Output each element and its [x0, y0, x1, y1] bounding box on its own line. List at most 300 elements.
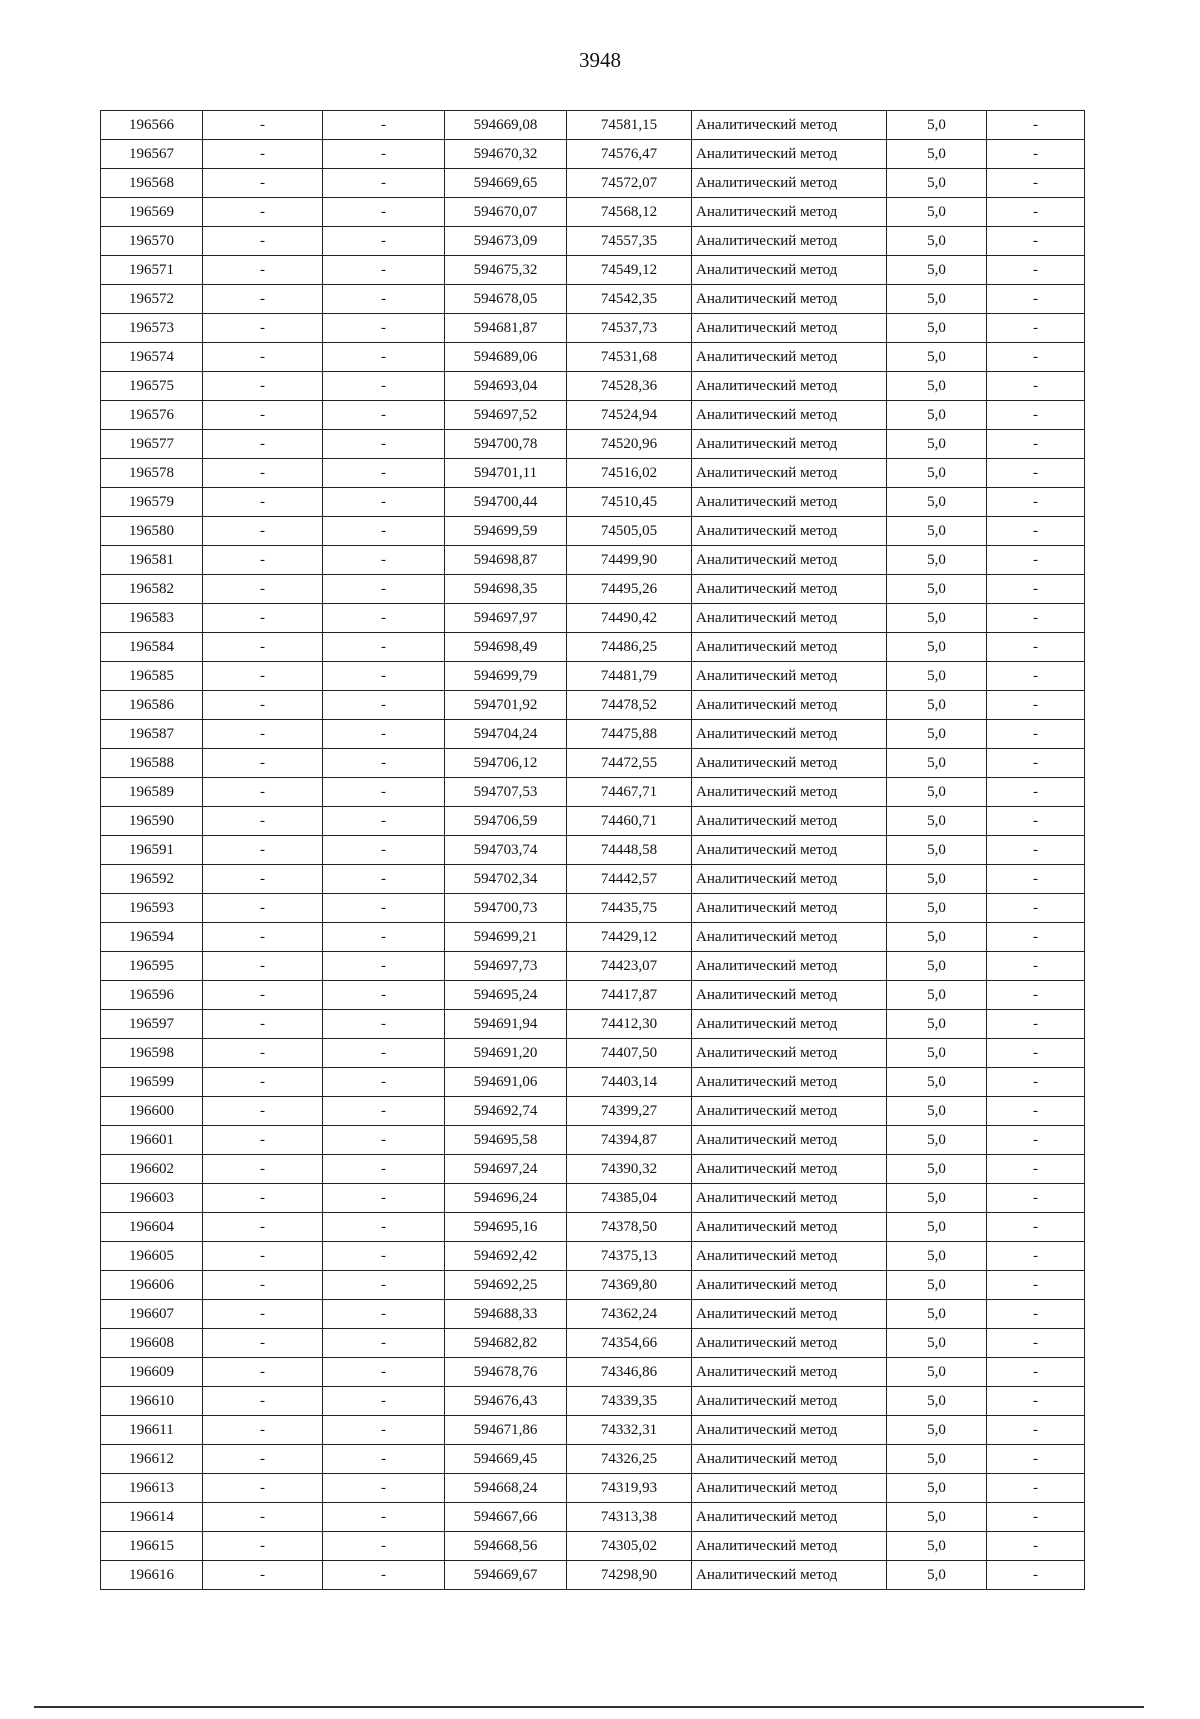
old-y-cell: - — [323, 401, 445, 430]
point-number-cell: 196615 — [101, 1532, 203, 1561]
table-row — [101, 1184, 1085, 1213]
old-x-cell: - — [203, 1561, 323, 1590]
description-cell: - — [987, 169, 1085, 198]
y-coordinate-cell: 74557,35 — [567, 227, 692, 256]
table-row — [101, 1242, 1085, 1271]
y-coordinate-cell: 74467,71 — [567, 778, 692, 807]
description-cell: - — [987, 1068, 1085, 1097]
precision-cell: 5,0 — [887, 256, 987, 285]
method-cell: Аналитический метод — [692, 1474, 887, 1503]
point-number-cell: 196608 — [101, 1329, 203, 1358]
description-cell: - — [987, 1010, 1085, 1039]
old-y-cell: - — [323, 111, 445, 140]
table-row — [101, 1068, 1085, 1097]
method-cell: Аналитический метод — [692, 1155, 887, 1184]
point-number-cell: 196602 — [101, 1155, 203, 1184]
precision-cell: 5,0 — [887, 1010, 987, 1039]
precision-cell: 5,0 — [887, 169, 987, 198]
description-cell: - — [987, 1474, 1085, 1503]
precision-cell: 5,0 — [887, 285, 987, 314]
precision-cell: 5,0 — [887, 198, 987, 227]
point-number-cell: 196613 — [101, 1474, 203, 1503]
old-x-cell: - — [203, 952, 323, 981]
description-cell: - — [987, 111, 1085, 140]
precision-cell: 5,0 — [887, 923, 987, 952]
page-number: 3948 — [579, 48, 621, 72]
x-coordinate-cell: 594671,86 — [445, 1416, 567, 1445]
precision-cell: 5,0 — [887, 865, 987, 894]
old-y-cell: - — [323, 430, 445, 459]
point-number-cell: 196601 — [101, 1126, 203, 1155]
old-x-cell: - — [203, 1474, 323, 1503]
method-cell: Аналитический метод — [692, 1358, 887, 1387]
description-cell: - — [987, 372, 1085, 401]
table-row — [101, 1387, 1085, 1416]
x-coordinate-cell: 594698,87 — [445, 546, 567, 575]
old-x-cell: - — [203, 1184, 323, 1213]
precision-cell: 5,0 — [887, 343, 987, 372]
point-number-cell: 196592 — [101, 865, 203, 894]
old-y-cell: - — [323, 1126, 445, 1155]
y-coordinate-cell: 74478,52 — [567, 691, 692, 720]
method-cell: Аналитический метод — [692, 285, 887, 314]
x-coordinate-cell: 594701,92 — [445, 691, 567, 720]
old-x-cell: - — [203, 517, 323, 546]
description-cell: - — [987, 923, 1085, 952]
precision-cell: 5,0 — [887, 1242, 987, 1271]
precision-cell: 5,0 — [887, 401, 987, 430]
y-coordinate-cell: 74313,38 — [567, 1503, 692, 1532]
old-y-cell: - — [323, 662, 445, 691]
table-row — [101, 1416, 1085, 1445]
point-number-cell: 196568 — [101, 169, 203, 198]
table-row — [101, 1532, 1085, 1561]
old-y-cell: - — [323, 169, 445, 198]
description-cell: - — [987, 952, 1085, 981]
point-number-cell: 196603 — [101, 1184, 203, 1213]
old-y-cell: - — [323, 575, 445, 604]
old-y-cell: - — [323, 1097, 445, 1126]
point-number-cell: 196582 — [101, 575, 203, 604]
table-row — [101, 488, 1085, 517]
table-row — [101, 372, 1085, 401]
x-coordinate-cell: 594696,24 — [445, 1184, 567, 1213]
precision-cell: 5,0 — [887, 546, 987, 575]
description-cell: - — [987, 1532, 1085, 1561]
old-y-cell: - — [323, 778, 445, 807]
old-x-cell: - — [203, 749, 323, 778]
old-x-cell: - — [203, 981, 323, 1010]
old-y-cell: - — [323, 1213, 445, 1242]
method-cell: Аналитический метод — [692, 1126, 887, 1155]
precision-cell: 5,0 — [887, 807, 987, 836]
method-cell: Аналитический метод — [692, 1300, 887, 1329]
point-number-cell: 196589 — [101, 778, 203, 807]
description-cell: - — [987, 314, 1085, 343]
old-y-cell: - — [323, 1300, 445, 1329]
x-coordinate-cell: 594668,56 — [445, 1532, 567, 1561]
y-coordinate-cell: 74417,87 — [567, 981, 692, 1010]
x-coordinate-cell: 594698,49 — [445, 633, 567, 662]
precision-cell: 5,0 — [887, 1213, 987, 1242]
old-x-cell: - — [203, 169, 323, 198]
x-coordinate-cell: 594675,32 — [445, 256, 567, 285]
x-coordinate-cell: 594697,52 — [445, 401, 567, 430]
old-x-cell: - — [203, 1532, 323, 1561]
y-coordinate-cell: 74429,12 — [567, 923, 692, 952]
table-row — [101, 1445, 1085, 1474]
method-cell: Аналитический метод — [692, 314, 887, 343]
old-x-cell: - — [203, 1213, 323, 1242]
x-coordinate-cell: 594669,67 — [445, 1561, 567, 1590]
precision-cell: 5,0 — [887, 662, 987, 691]
point-number-cell: 196610 — [101, 1387, 203, 1416]
table-row — [101, 198, 1085, 227]
y-coordinate-cell: 74528,36 — [567, 372, 692, 401]
precision-cell: 5,0 — [887, 1039, 987, 1068]
description-cell: - — [987, 836, 1085, 865]
table-row — [101, 343, 1085, 372]
point-number-cell: 196599 — [101, 1068, 203, 1097]
x-coordinate-cell: 594691,94 — [445, 1010, 567, 1039]
description-cell: - — [987, 1503, 1085, 1532]
x-coordinate-cell: 594673,09 — [445, 227, 567, 256]
precision-cell: 5,0 — [887, 227, 987, 256]
point-number-cell: 196570 — [101, 227, 203, 256]
table-row — [101, 923, 1085, 952]
table-row — [101, 169, 1085, 198]
x-coordinate-cell: 594706,59 — [445, 807, 567, 836]
method-cell: Аналитический метод — [692, 169, 887, 198]
description-cell: - — [987, 1126, 1085, 1155]
table-row — [101, 1271, 1085, 1300]
precision-cell: 5,0 — [887, 1126, 987, 1155]
y-coordinate-cell: 74412,30 — [567, 1010, 692, 1039]
old-y-cell: - — [323, 517, 445, 546]
old-y-cell: - — [323, 1271, 445, 1300]
table-row — [101, 575, 1085, 604]
precision-cell: 5,0 — [887, 749, 987, 778]
y-coordinate-cell: 74332,31 — [567, 1416, 692, 1445]
point-number-cell: 196607 — [101, 1300, 203, 1329]
x-coordinate-cell: 594707,53 — [445, 778, 567, 807]
point-number-cell: 196571 — [101, 256, 203, 285]
x-coordinate-cell: 594695,58 — [445, 1126, 567, 1155]
old-x-cell: - — [203, 111, 323, 140]
old-x-cell: - — [203, 285, 323, 314]
y-coordinate-cell: 74375,13 — [567, 1242, 692, 1271]
description-cell: - — [987, 1300, 1085, 1329]
precision-cell: 5,0 — [887, 720, 987, 749]
old-y-cell: - — [323, 981, 445, 1010]
description-cell: - — [987, 1039, 1085, 1068]
x-coordinate-cell: 594692,42 — [445, 1242, 567, 1271]
table-row — [101, 836, 1085, 865]
old-x-cell: - — [203, 1097, 323, 1126]
y-coordinate-cell: 74346,86 — [567, 1358, 692, 1387]
old-x-cell: - — [203, 430, 323, 459]
description-cell: - — [987, 198, 1085, 227]
y-coordinate-cell: 74572,07 — [567, 169, 692, 198]
x-coordinate-cell: 594682,82 — [445, 1329, 567, 1358]
old-y-cell: - — [323, 314, 445, 343]
x-coordinate-cell: 594701,11 — [445, 459, 567, 488]
point-number-cell: 196574 — [101, 343, 203, 372]
precision-cell: 5,0 — [887, 836, 987, 865]
table-row — [101, 111, 1085, 140]
y-coordinate-cell: 74339,35 — [567, 1387, 692, 1416]
point-number-cell: 196597 — [101, 1010, 203, 1039]
description-cell: - — [987, 691, 1085, 720]
point-number-cell: 196576 — [101, 401, 203, 430]
old-y-cell: - — [323, 1068, 445, 1097]
old-x-cell: - — [203, 401, 323, 430]
table-body — [101, 111, 1085, 1590]
table-row — [101, 1039, 1085, 1068]
coordinates-table — [100, 110, 1085, 1590]
x-coordinate-cell: 594697,97 — [445, 604, 567, 633]
method-cell: Аналитический метод — [692, 227, 887, 256]
method-cell: Аналитический метод — [692, 778, 887, 807]
method-cell: Аналитический метод — [692, 1503, 887, 1532]
method-cell: Аналитический метод — [692, 1242, 887, 1271]
x-coordinate-cell: 594700,44 — [445, 488, 567, 517]
old-x-cell: - — [203, 691, 323, 720]
old-y-cell: - — [323, 1358, 445, 1387]
old-x-cell: - — [203, 1039, 323, 1068]
y-coordinate-cell: 74442,57 — [567, 865, 692, 894]
y-coordinate-cell: 74516,02 — [567, 459, 692, 488]
point-number-cell: 196579 — [101, 488, 203, 517]
method-cell: Аналитический метод — [692, 691, 887, 720]
description-cell: - — [987, 633, 1085, 662]
old-x-cell: - — [203, 1416, 323, 1445]
x-coordinate-cell: 594700,73 — [445, 894, 567, 923]
method-cell: Аналитический метод — [692, 401, 887, 430]
point-number-cell: 196584 — [101, 633, 203, 662]
point-number-cell: 196596 — [101, 981, 203, 1010]
x-coordinate-cell: 594691,06 — [445, 1068, 567, 1097]
y-coordinate-cell: 74495,26 — [567, 575, 692, 604]
old-y-cell: - — [323, 1039, 445, 1068]
method-cell: Аналитический метод — [692, 662, 887, 691]
description-cell: - — [987, 1184, 1085, 1213]
table-row — [101, 691, 1085, 720]
y-coordinate-cell: 74326,25 — [567, 1445, 692, 1474]
description-cell: - — [987, 720, 1085, 749]
y-coordinate-cell: 74362,24 — [567, 1300, 692, 1329]
table-row — [101, 459, 1085, 488]
precision-cell: 5,0 — [887, 1184, 987, 1213]
description-cell: - — [987, 256, 1085, 285]
old-x-cell: - — [203, 459, 323, 488]
precision-cell: 5,0 — [887, 981, 987, 1010]
old-x-cell: - — [203, 807, 323, 836]
point-number-cell: 196577 — [101, 430, 203, 459]
table-row — [101, 285, 1085, 314]
x-coordinate-cell: 594699,21 — [445, 923, 567, 952]
x-coordinate-cell: 594678,05 — [445, 285, 567, 314]
x-coordinate-cell: 594692,25 — [445, 1271, 567, 1300]
old-y-cell: - — [323, 1184, 445, 1213]
x-coordinate-cell: 594669,45 — [445, 1445, 567, 1474]
description-cell: - — [987, 662, 1085, 691]
table-row — [101, 1155, 1085, 1184]
precision-cell: 5,0 — [887, 691, 987, 720]
x-coordinate-cell: 594698,35 — [445, 575, 567, 604]
table-row — [101, 1503, 1085, 1532]
point-number-cell: 196616 — [101, 1561, 203, 1590]
method-cell: Аналитический метод — [692, 1010, 887, 1039]
y-coordinate-cell: 74378,50 — [567, 1213, 692, 1242]
y-coordinate-cell: 74475,88 — [567, 720, 692, 749]
description-cell: - — [987, 749, 1085, 778]
y-coordinate-cell: 74390,32 — [567, 1155, 692, 1184]
method-cell: Аналитический метод — [692, 488, 887, 517]
old-x-cell: - — [203, 836, 323, 865]
table-row — [101, 1010, 1085, 1039]
precision-cell: 5,0 — [887, 633, 987, 662]
method-cell: Аналитический метод — [692, 1271, 887, 1300]
x-coordinate-cell: 594678,76 — [445, 1358, 567, 1387]
precision-cell: 5,0 — [887, 459, 987, 488]
y-coordinate-cell: 74505,05 — [567, 517, 692, 546]
description-cell: - — [987, 1445, 1085, 1474]
point-number-cell: 196594 — [101, 923, 203, 952]
point-number-cell: 196591 — [101, 836, 203, 865]
description-cell: - — [987, 1155, 1085, 1184]
y-coordinate-cell: 74403,14 — [567, 1068, 692, 1097]
method-cell: Аналитический метод — [692, 1184, 887, 1213]
description-cell: - — [987, 1097, 1085, 1126]
old-y-cell: - — [323, 749, 445, 778]
old-y-cell: - — [323, 1010, 445, 1039]
old-y-cell: - — [323, 865, 445, 894]
precision-cell: 5,0 — [887, 1097, 987, 1126]
y-coordinate-cell: 74568,12 — [567, 198, 692, 227]
old-x-cell: - — [203, 227, 323, 256]
description-cell: - — [987, 546, 1085, 575]
old-x-cell: - — [203, 1271, 323, 1300]
description-cell: - — [987, 1213, 1085, 1242]
point-number-cell: 196573 — [101, 314, 203, 343]
precision-cell: 5,0 — [887, 1416, 987, 1445]
description-cell: - — [987, 140, 1085, 169]
x-coordinate-cell: 594704,24 — [445, 720, 567, 749]
description-cell: - — [987, 894, 1085, 923]
table-row — [101, 140, 1085, 169]
old-x-cell: - — [203, 198, 323, 227]
x-coordinate-cell: 594699,59 — [445, 517, 567, 546]
old-x-cell: - — [203, 488, 323, 517]
table-row — [101, 1474, 1085, 1503]
old-x-cell: - — [203, 633, 323, 662]
point-number-cell: 196605 — [101, 1242, 203, 1271]
precision-cell: 5,0 — [887, 488, 987, 517]
y-coordinate-cell: 74385,04 — [567, 1184, 692, 1213]
description-cell: - — [987, 778, 1085, 807]
table-row — [101, 1213, 1085, 1242]
x-coordinate-cell: 594689,06 — [445, 343, 567, 372]
method-cell: Аналитический метод — [692, 1039, 887, 1068]
method-cell: Аналитический метод — [692, 807, 887, 836]
table-row — [101, 1561, 1085, 1590]
old-x-cell: - — [203, 1329, 323, 1358]
point-number-cell: 196585 — [101, 662, 203, 691]
old-y-cell: - — [323, 604, 445, 633]
method-cell: Аналитический метод — [692, 720, 887, 749]
x-coordinate-cell: 594668,24 — [445, 1474, 567, 1503]
method-cell: Аналитический метод — [692, 1329, 887, 1358]
precision-cell: 5,0 — [887, 314, 987, 343]
old-x-cell: - — [203, 1503, 323, 1532]
method-cell: Аналитический метод — [692, 1416, 887, 1445]
method-cell: Аналитический метод — [692, 1068, 887, 1097]
description-cell: - — [987, 604, 1085, 633]
table-row — [101, 1358, 1085, 1387]
table-row — [101, 1300, 1085, 1329]
method-cell: Аналитический метод — [692, 981, 887, 1010]
old-x-cell: - — [203, 1358, 323, 1387]
point-number-cell: 196578 — [101, 459, 203, 488]
table-row — [101, 662, 1085, 691]
point-number-cell: 196581 — [101, 546, 203, 575]
old-x-cell: - — [203, 546, 323, 575]
method-cell: Аналитический метод — [692, 604, 887, 633]
method-cell: Аналитический метод — [692, 198, 887, 227]
method-cell: Аналитический метод — [692, 633, 887, 662]
method-cell: Аналитический метод — [692, 952, 887, 981]
old-x-cell: - — [203, 1126, 323, 1155]
x-coordinate-cell: 594676,43 — [445, 1387, 567, 1416]
method-cell: Аналитический метод — [692, 459, 887, 488]
y-coordinate-cell: 74537,73 — [567, 314, 692, 343]
x-coordinate-cell: 594700,78 — [445, 430, 567, 459]
y-coordinate-cell: 74549,12 — [567, 256, 692, 285]
precision-cell: 5,0 — [887, 140, 987, 169]
precision-cell: 5,0 — [887, 1068, 987, 1097]
x-coordinate-cell: 594695,24 — [445, 981, 567, 1010]
precision-cell: 5,0 — [887, 952, 987, 981]
table-row — [101, 749, 1085, 778]
old-y-cell: - — [323, 285, 445, 314]
table-row — [101, 981, 1085, 1010]
x-coordinate-cell: 594669,08 — [445, 111, 567, 140]
method-cell: Аналитический метод — [692, 1445, 887, 1474]
precision-cell: 5,0 — [887, 1329, 987, 1358]
point-number-cell: 196580 — [101, 517, 203, 546]
method-cell: Аналитический метод — [692, 865, 887, 894]
old-y-cell: - — [323, 1155, 445, 1184]
old-y-cell: - — [323, 633, 445, 662]
old-x-cell: - — [203, 256, 323, 285]
description-cell: - — [987, 227, 1085, 256]
old-y-cell: - — [323, 1416, 445, 1445]
old-y-cell: - — [323, 836, 445, 865]
old-x-cell: - — [203, 1068, 323, 1097]
method-cell: Аналитический метод — [692, 836, 887, 865]
old-x-cell: - — [203, 1387, 323, 1416]
precision-cell: 5,0 — [887, 1445, 987, 1474]
point-number-cell: 196566 — [101, 111, 203, 140]
old-x-cell: - — [203, 720, 323, 749]
old-y-cell: - — [323, 691, 445, 720]
y-coordinate-cell: 74305,02 — [567, 1532, 692, 1561]
point-number-cell: 196611 — [101, 1416, 203, 1445]
point-number-cell: 196567 — [101, 140, 203, 169]
point-number-cell: 196595 — [101, 952, 203, 981]
table-row — [101, 227, 1085, 256]
